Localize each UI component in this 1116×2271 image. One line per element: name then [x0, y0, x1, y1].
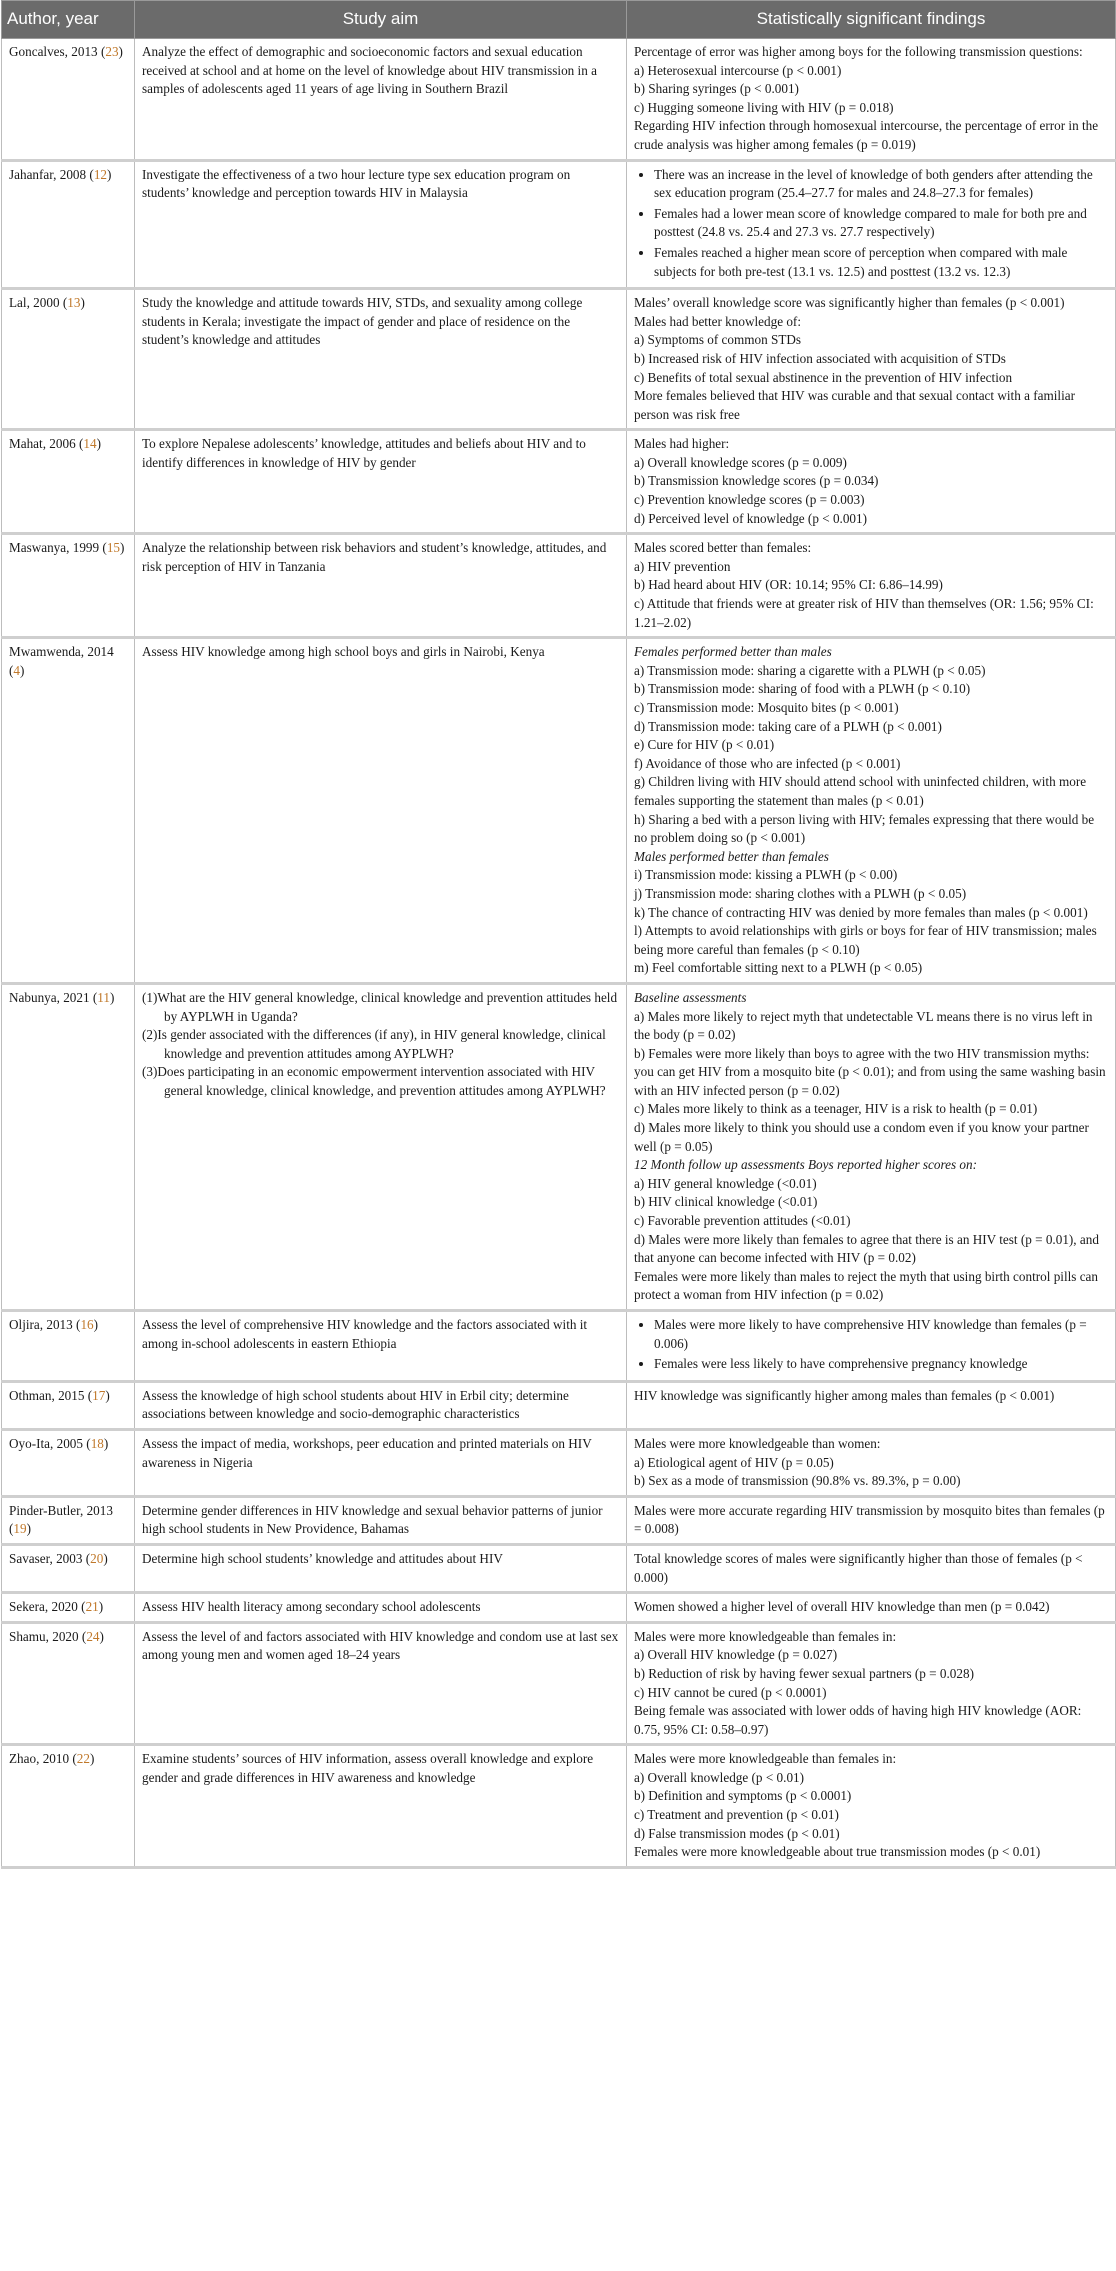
- study-aim-text: Assess the impact of media, workshops, peer education and printed materials on HIV awareness in Nigeria: [142, 1435, 592, 1470]
- author-cell: Savaser, 2003 (20): [2, 1544, 135, 1592]
- finding-line: c) HIV cannot be cured (p < 0.0001): [634, 1684, 827, 1700]
- finding-line: b) HIV clinical knowledge (<0.01): [634, 1194, 818, 1210]
- finding-line: More females believed that HIV was curable and that sexual contact with a familiar person was risk free: [634, 388, 1076, 422]
- author-year: Oyo-Ita, 2005: [9, 1435, 83, 1451]
- findings-cell: [627, 160, 1116, 289]
- findings-cell: [627, 1622, 1116, 1745]
- reference-link[interactable]: 22: [76, 1751, 90, 1767]
- author-cell: Goncalves, 2013 (23): [2, 39, 135, 161]
- finding-line: d) Transmission mode: taking care of a PLWH (p < 0.001): [634, 718, 942, 734]
- finding-line: b) Increased risk of HIV infection associated with acquisition of STDs: [634, 350, 1006, 366]
- header-findings: Statistically significant findings: [627, 1, 1116, 39]
- header-author-year: Author, year: [2, 1, 135, 39]
- study-aim-text: Determine high school students’ knowledge and attitudes about HIV: [142, 1550, 503, 1566]
- header-study-aim: Study aim: [135, 1, 627, 39]
- findings-list: [634, 1316, 1109, 1374]
- finding-line: f) Avoidance of those who are infected (p < 0.001): [634, 755, 901, 771]
- study-aim-cell: [135, 638, 627, 984]
- table-row: [2, 1544, 1116, 1592]
- finding-line: d) Males were more likely than females to agree that there is an HIV test (p = 0.01), and that anyone can become infected with HIV (p = 0.02): [634, 1231, 1099, 1266]
- study-aim-text: To explore Nepalese adolescents’ knowledge, attitudes and beliefs about HIV and to identify differences in knowledge of HIV by gender: [142, 436, 586, 470]
- study-aim-text: Analyze the effect of demographic and socioeconomic factors and sexual education received at school and at home on the level of knowledge about HIV transmission in a samples of adolescents aged 11 years of age living in Southern Brazil: [142, 44, 597, 97]
- finding-line: b) Sex as a mode of transmission (90.8% vs. 89.3%, p = 0.00): [634, 1473, 961, 1489]
- finding-line: Males were more knowledgeable than females in:: [634, 1751, 897, 1767]
- reference-link[interactable]: 21: [85, 1599, 99, 1615]
- author-year: Mahat, 2006: [9, 436, 76, 452]
- finding-bullet: • Females had a lower mean score of knowledge compared to male for both pre and posttest (24.8 vs. 25.4 and 27.3 vs. 27.7 respectively): [654, 205, 1109, 242]
- findings-cell: [627, 39, 1116, 161]
- author-cell: Shamu, 2020 (24): [2, 1622, 135, 1745]
- finding-line: b) Had heard about HIV (OR: 10.14; 95% CI: 6.86–14.99): [634, 577, 943, 593]
- findings-cell: [627, 534, 1116, 638]
- finding-line: Males had better knowledge of:: [634, 313, 801, 329]
- author-year: Shamu, 2020: [9, 1628, 79, 1644]
- study-aim-cell: [135, 1544, 627, 1592]
- study-aim-cell: [135, 1622, 627, 1745]
- finding-line: Males’ overall knowledge score was significantly higher than females (p < 0.001): [634, 295, 1065, 311]
- finding-bullet: • Females were less likely to have comprehensive pregnancy knowledge: [654, 1355, 1109, 1374]
- reference-link[interactable]: 23: [105, 44, 119, 59]
- finding-line: b) Females were more likely than boys to agree with the two HIV transmission myths: you can get HIV from a mosquito bite (p < 0.01); and from using the same washing basin with an HIV infected person (p = 0.02): [634, 1045, 1106, 1098]
- study-aim-question: (3)Does participating in an economic empowerment intervention associated with HIV general knowledge, clinical knowledge, and prevention attitudes among AYPLWH?: [142, 1064, 606, 1098]
- finding-line: i) Transmission mode: kissing a PLWH (p < 0.00): [634, 867, 898, 883]
- findings-cell: [627, 1381, 1116, 1429]
- study-aim-cell: [135, 39, 627, 161]
- author-year: Oljira, 2013: [9, 1317, 73, 1332]
- finding-line: c) Attitude that friends were at greater risk of HIV than themselves (OR: 1.56; 95% CI: 1.21–2.02): [634, 596, 1094, 630]
- finding-line: Females were more likely than males to reject the myth that using birth control pills can protect a woman from HIV infection (p = 0.02): [634, 1268, 1099, 1303]
- study-aim-question: (2)Is gender associated with the differences (if any), in HIV general knowledge, clinical knowledge and prevention attitudes among AYPLWH?: [142, 1027, 606, 1061]
- findings-cell: [627, 1429, 1116, 1496]
- table-row: [2, 1593, 1116, 1623]
- author-cell: Lal, 2000 (13): [2, 289, 135, 430]
- finding-line: Males were more knowledgeable than females in:: [634, 1628, 897, 1644]
- reference-link[interactable]: 15: [106, 540, 120, 556]
- study-aim-cell: [135, 983, 627, 1310]
- finding-line: a) Transmission mode: sharing a cigarette with a PLWH (p < 0.05): [634, 662, 986, 678]
- reference-link[interactable]: 12: [93, 166, 107, 182]
- author-year: Jahanfar, 2008: [9, 166, 87, 182]
- finding-line: a) Etiological agent of HIV (p = 0.05): [634, 1454, 834, 1470]
- finding-line: c) Prevention knowledge scores (p = 0.003): [634, 492, 865, 508]
- finding-line: Females were more knowledgeable about true transmission modes (p < 0.01): [634, 1844, 1041, 1860]
- finding-line: d) Males more likely to think you should use a condom even if you know your partner well (p = 0.05): [634, 1120, 1089, 1154]
- study-aim-text: Assess the level of and factors associated with HIV knowledge and condom use at last sex among young men and women aged 18–24 years: [142, 1628, 619, 1663]
- study-aim-text: Assess the knowledge of high school students about HIV in Erbil city; determine associations between knowledge and socio-demographic characteristics: [142, 1387, 569, 1422]
- finding-bullet: • Females reached a higher mean score of perception when compared with male subjects for both pre-test (13.1 vs. 12.5) and posttest (13.2 vs. 12.3): [654, 244, 1109, 281]
- findings-cell: [627, 1544, 1116, 1592]
- finding-line: HIV knowledge was significantly higher among males than females (p < 0.001): [634, 1387, 1055, 1403]
- table-row: [2, 160, 1116, 289]
- study-aim-cell: [135, 1381, 627, 1429]
- author-cell: Maswanya, 1999 (15): [2, 534, 135, 638]
- finding-line: a) Overall HIV knowledge (p = 0.027): [634, 1647, 838, 1663]
- findings-cell: [627, 983, 1116, 1310]
- findings-cell: [627, 289, 1116, 430]
- reference-link[interactable]: 14: [83, 436, 97, 452]
- finding-line: c) Favorable prevention attitudes (<0.01): [634, 1213, 851, 1229]
- study-aim-text: Assess HIV health literacy among secondary school adolescents: [142, 1599, 481, 1615]
- findings-list: [634, 166, 1109, 282]
- table-row: [2, 289, 1116, 430]
- study-aim-cell: [135, 160, 627, 289]
- finding-line: Regarding HIV infection through homosexual intercourse, the percentage of error in the crude analysis was higher among females (p = 0.019): [634, 118, 1099, 152]
- finding-line: h) Sharing a bed with a person living with HIV; females expressing that there would be no problem doing so (p < 0.001): [634, 811, 1095, 846]
- study-aim-cell: [135, 1311, 627, 1382]
- study-aim-text: Determine gender differences in HIV knowledge and sexual behavior patterns of junior high school students in New Providence, Bahamas: [142, 1502, 603, 1537]
- table-row: [2, 1381, 1116, 1429]
- reference-link[interactable]: 16: [80, 1317, 94, 1332]
- finding-line: d) False transmission modes (p < 0.01): [634, 1825, 840, 1841]
- study-aim-cell: [135, 430, 627, 534]
- finding-line: b) Sharing syringes (p < 0.001): [634, 81, 799, 97]
- finding-line: l) Attempts to avoid relationships with girls or boys for fear of HIV transmission; males being more careful than females (p < 0.10): [634, 923, 1097, 957]
- author-cell: Jahanfar, 2008 (12): [2, 160, 135, 289]
- finding-line: c) Benefits of total sexual abstinence in the prevention of HIV infection: [634, 369, 1013, 385]
- findings-cell: [627, 1496, 1116, 1544]
- finding-line: Being female was associated with lower odds of having high HIV knowledge (AOR: 0.75, 95% CI: 0.58–0.97): [634, 1703, 1082, 1737]
- reference-link[interactable]: 4: [13, 662, 20, 678]
- finding-line: a) Overall knowledge (p < 0.01): [634, 1769, 805, 1785]
- finding-line: Males scored better than females:: [634, 540, 812, 556]
- findings-cell: [627, 1593, 1116, 1623]
- table-row: [2, 1429, 1116, 1496]
- reference-link[interactable]: 24: [86, 1628, 100, 1644]
- table-row: [2, 983, 1116, 1310]
- finding-line: Males were more knowledgeable than women:: [634, 1435, 881, 1451]
- findings-section-heading: 12 Month follow up assessments Boys reported higher scores on:: [634, 1157, 977, 1173]
- findings-cell: [627, 638, 1116, 984]
- finding-line: c) Hugging someone living with HIV (p = 0.018): [634, 99, 894, 115]
- finding-line: Total knowledge scores of males were significantly higher than those of females (p < 0.000): [634, 1550, 1083, 1585]
- reference-link[interactable]: 20: [90, 1550, 104, 1566]
- finding-line: j) Transmission mode: sharing clothes with a PLWH (p < 0.05): [634, 885, 967, 901]
- finding-bullet: • Males were more likely to have comprehensive HIV knowledge than females (p = 0.006): [654, 1316, 1109, 1353]
- table-row: [2, 39, 1116, 161]
- findings-cell: [627, 1311, 1116, 1382]
- finding-line: k) The chance of contracting HIV was denied by more females than males (p < 0.001): [634, 904, 1088, 920]
- author-cell: Pinder-Butler, 2013 (19): [2, 1496, 135, 1544]
- author-cell: Sekera, 2020 (21): [2, 1593, 135, 1623]
- finding-line: a) HIV prevention: [634, 558, 731, 574]
- reference-link[interactable]: 17: [92, 1387, 106, 1403]
- finding-line: b) Definition and symptoms (p < 0.0001): [634, 1788, 852, 1804]
- author-year: Mwamwenda, 2014: [9, 644, 114, 660]
- author-year: Othman, 2015: [9, 1387, 85, 1403]
- table-row: [2, 1745, 1116, 1868]
- table-body: [2, 39, 1116, 1868]
- finding-line: a) Males more likely to reject myth that undetectable VL means there is no virus left in the body (p = 0.02): [634, 1008, 1093, 1043]
- study-aim-text: Study the knowledge and attitude towards HIV, STDs, and sexuality among college students in Kerala; investigate the impact of gender and place of residence on the student’s knowledge and attitudes: [142, 295, 583, 348]
- findings-section-heading: Males performed better than females: [634, 848, 829, 864]
- finding-line: a) Heterosexual intercourse (p < 0.001): [634, 62, 842, 78]
- author-cell: Oyo-Ita, 2005 (18): [2, 1429, 135, 1496]
- findings-cell: [627, 430, 1116, 534]
- table-header: [2, 1, 1116, 39]
- study-aim-cell: [135, 1593, 627, 1623]
- study-aim-text: Investigate the effectiveness of a two hour lecture type sex education program on students’ knowledge and perception towards HIV in Malaysia: [142, 166, 571, 201]
- study-aim-cell: [135, 1496, 627, 1544]
- finding-line: a) Overall knowledge scores (p = 0.009): [634, 454, 847, 470]
- author-cell: Zhao, 2010 (22): [2, 1745, 135, 1868]
- finding-bullet: • There was an increase in the level of knowledge of both genders after attending the sex education program (25.4–27.7 for males and 24.8–27.3 for females): [654, 166, 1109, 203]
- reference-link[interactable]: 11: [97, 989, 110, 1005]
- author-year: Pinder-Butler, 2013: [9, 1502, 113, 1518]
- author-year: Goncalves, 2013: [9, 44, 98, 59]
- author-year: Savaser, 2003: [9, 1550, 83, 1566]
- finding-line: Percentage of error was higher among boys for the following transmission questions:: [634, 44, 1083, 59]
- table-row: [2, 1496, 1116, 1544]
- table-row: [2, 430, 1116, 534]
- table-row: [2, 638, 1116, 984]
- finding-line: b) Transmission mode: sharing of food with a PLWH (p < 0.10): [634, 681, 971, 697]
- reference-link[interactable]: 19: [13, 1521, 27, 1537]
- study-aim-cell: [135, 1429, 627, 1496]
- finding-line: Women showed a higher level of overall HIV knowledge than men (p = 0.042): [634, 1599, 1050, 1615]
- author-year: Sekera, 2020: [9, 1599, 78, 1615]
- study-aim-text: Analyze the relationship between risk behaviors and student’s knowledge, attitudes, and risk perception of HIV in Tanzania: [142, 540, 607, 574]
- table-row: [2, 1311, 1116, 1382]
- table-row: [2, 1622, 1116, 1745]
- studies-table: [1, 0, 1116, 1869]
- table-row: [2, 534, 1116, 638]
- reference-link[interactable]: 18: [90, 1435, 104, 1451]
- finding-line: Males were more accurate regarding HIV transmission by mosquito bites than females (p = 0.008): [634, 1502, 1105, 1537]
- author-year: Nabunya, 2021: [9, 989, 90, 1005]
- finding-line: g) Children living with HIV should attend school with uninfected children, with more females supporting the statement than males (p < 0.01): [634, 774, 1087, 808]
- study-aim-text: Examine students’ sources of HIV information, assess overall knowledge and explore gender and grade differences in HIV awareness and knowledge: [142, 1751, 594, 1785]
- reference-link[interactable]: 13: [67, 295, 81, 311]
- study-aim-text: Assess the level of comprehensive HIV knowledge and the factors associated with it among in-school adolescents in eastern Ethiopia: [142, 1317, 588, 1351]
- finding-line: a) Symptoms of common STDs: [634, 332, 802, 348]
- finding-line: m) Feel comfortable sitting next to a PLWH (p < 0.05): [634, 960, 923, 976]
- study-aim-cell: [135, 1745, 627, 1868]
- study-aim-text: Assess HIV knowledge among high school boys and girls in Nairobi, Kenya: [142, 644, 545, 660]
- finding-line: e) Cure for HIV (p < 0.01): [634, 737, 775, 753]
- finding-line: b) Transmission knowledge scores (p = 0.034): [634, 473, 879, 489]
- findings-section-heading: Baseline assessments: [634, 989, 747, 1005]
- finding-line: d) Perceived level of knowledge (p < 0.001): [634, 510, 868, 526]
- finding-line: a) HIV general knowledge (<0.01): [634, 1175, 817, 1191]
- author-cell: Nabunya, 2021 (11): [2, 983, 135, 1310]
- author-year: Lal, 2000: [9, 295, 60, 311]
- finding-line: b) Reduction of risk by having fewer sexual partners (p = 0.028): [634, 1665, 974, 1681]
- study-aim-cell: [135, 534, 627, 638]
- findings-section-heading: Females performed better than males: [634, 644, 832, 660]
- author-cell: Mwamwenda, 2014 (4): [2, 638, 135, 984]
- author-cell: Oljira, 2013 (16): [2, 1311, 135, 1382]
- study-aim-cell: [135, 289, 627, 430]
- finding-line: c) Males more likely to think as a teenager, HIV is a risk to health (p = 0.01): [634, 1101, 1038, 1117]
- author-year: Zhao, 2010: [9, 1751, 70, 1767]
- study-aim-question: (1)What are the HIV general knowledge, clinical knowledge and prevention attitudes held by AYPLWH in Uganda?: [142, 989, 618, 1024]
- author-year: Maswanya, 1999: [9, 540, 100, 556]
- author-cell: Othman, 2015 (17): [2, 1381, 135, 1429]
- finding-line: Males had higher:: [634, 436, 730, 452]
- finding-line: c) Treatment and prevention (p < 0.01): [634, 1807, 839, 1823]
- findings-cell: [627, 1745, 1116, 1868]
- finding-line: c) Transmission mode: Mosquito bites (p < 0.001): [634, 700, 899, 715]
- author-cell: Mahat, 2006 (14): [2, 430, 135, 534]
